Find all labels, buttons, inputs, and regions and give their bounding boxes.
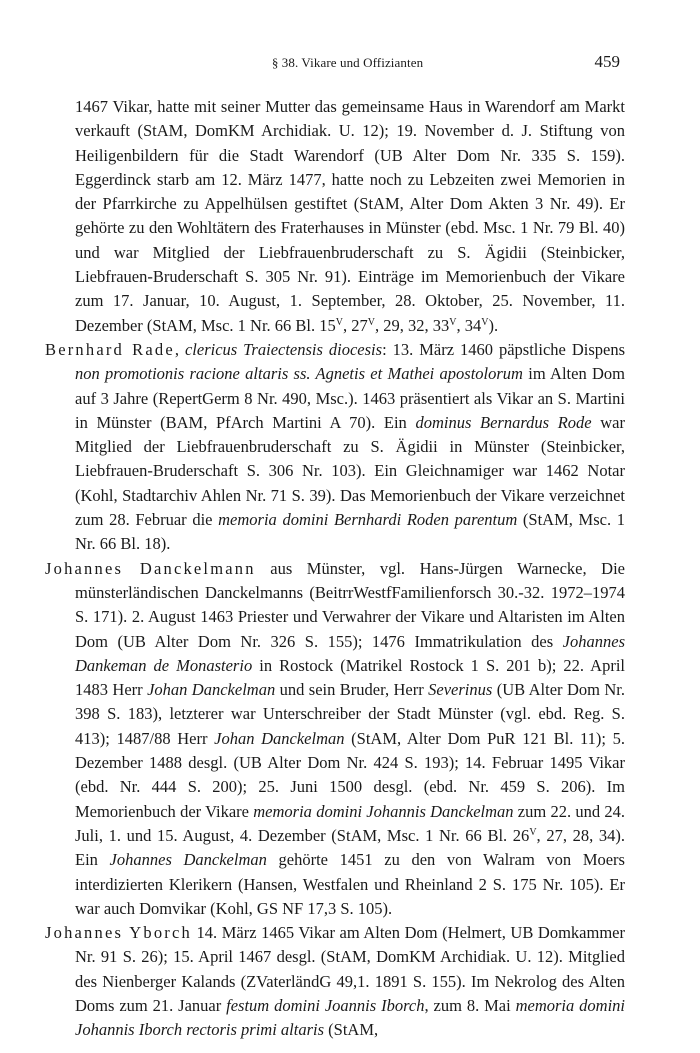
italic-phrase: Severinus [428,680,493,700]
person-name: Bernhard Rade [45,339,175,359]
text-run: : 13. März 1460 päpstliche Dispens [382,339,625,359]
italic-phrase: memoria domini Bernhardi Roden parentum [218,510,518,530]
text-run: war Mitglied der Liebfrauenbruderschaft zu S. Ägidii in Münster (Steinbicker, Liebfrauen-Bruderschaft S. 306 Nr. 103). Ein Gleichnamiger war 1462 Notar (Kohl, Stadtarchiv Ahlen Nr. 71 S. 39). Das Memorienbuch der Vikare verzeichnet zum 28. Februar die [75,412,625,530]
italic-phrase: memoria domini Johannis Iborch rectoris primi altaris [75,995,625,1040]
text-run: , zum 8. Mai [424,995,516,1015]
verso-superscript: V [481,316,489,328]
text-run: und sein Bruder, Herr [275,680,429,700]
text-run: (StAM, Msc. 1 Nr. 66 Bl. 18). [75,510,625,554]
page-header [75,52,620,74]
text-run: ). [488,315,499,335]
text-run: , 27, 28, 34). Ein [75,825,625,870]
verso-superscript: V [367,316,375,328]
running-head: § 38. Vikare und Offizianten [271,55,424,70]
italic-phrase: clericus Traiectensis diocesis [184,339,383,359]
paragraph-continued [45,95,625,338]
verso-superscript: V [335,316,343,328]
italic-phrase: Johan Danckelman [214,728,345,748]
page-number: 459 [594,52,620,71]
text-run: in Rostock (Matrikel Rostock 1 S. 201 b); 22. April 1483 Herr [75,655,625,700]
text-run: 14. März 1465 Vikar am Alten Dom (Helmert, UB Domkammer Nr. 91 S. 26); 15. April 1467 desgl. (StAM, DomKM Archidiak. U. 12). Mitglied des Nienberger Kalands (ZVaterländG 49,1. 1891 S. 155). Im Nekrolog des Alten Doms zum 21. Januar [75,923,625,1015]
italic-phrase: festum domini Joannis Iborch [226,995,425,1015]
italic-phrase: Johan Danckelman [147,680,276,700]
person-name: Johannes Yborch [45,923,192,943]
italic-phrase: dominus Bernardus Rode [415,412,592,432]
text-run: , 29, 32, 33 [374,315,450,335]
text-run: 1467 Vikar, hatte mit seiner Mutter das gemeinsame Haus in Warendorf am Markt verkauft (StAM, DomKM Archidiak. U. 12); 19. November d. J. Stiftung von Heiligenbildern für die Stadt Warendorf (UB Alter Dom Nr. 335 S. 159). Eggerdinck starb am 12. März 1477, hatte noch zu Lebzeiten zwei Memorien in der Pfarrkirche zu Appelhülsen gestiftet (StAM, Alter Dom Akten 3 Nr. 49). Er gehörte zu den Wohltätern des Fraterhauses in Münster (ebd. Msc. 1 Nr. 79 Bl. 40) und war Mitglied der Liebfrauenbruderschaft zu S. Ägidii (Steinbicker, Liebfrauen-Bruderschaft S. 305 Nr. 91). Einträge im Memorienbuch der Vikare zum 17. Januar, 10. August, 1. September, 28. Oktober, 25. November, 11. Dezember (StAM, Msc. 1 Nr. 66 Bl. 15 [75,97,625,335]
italic-phrase: Johannes Dankeman de Monasterio [75,631,625,675]
text-run: aus Münster, vgl. Hans-Jürgen Warnecke, Die münsterländischen Danckelmanns (BeitrrWestfFamilienforsch 30.-32. 1972–1974 S. 171). 2. August 1463 Priester und Verwahrer der Vikare und Altaristen im Alten Dom (UB Alter Dom Nr. 326 S. 155); 1476 Immatrikulation des [75,558,625,651]
text-run: , [174,339,185,359]
text-run: zum 22. und 24. Juli, 1. und 15. August, 4. Dezember (StAM, Msc. 1 Nr. 66 Bl. 26 [75,801,625,845]
text-run: gehörte 1451 zu den von Walram von Moers interdizierten Klerikern (Hansen, Westfalen und Rheinland 2 S. 175 Nr. 105). Er war auch Domvikar (Kohl, GS NF 17,3 S. 105). [75,850,625,918]
text-run: (StAM, Alter Dom PuR 121 Bl. 11); 5. Dezember 1488 desgl. (UB Alter Dom Nr. 424 S. 193); 14. Februar 1495 Vikar (ebd. Nr. 444 S. 200); 25. Juni 1500 desgl. (ebd. Nr. 459 S. 206). Im Memorienbuch der Vikare [75,728,625,821]
verso-superscript: V [529,826,537,838]
text-run: (UB Alter Dom Nr. 398 S. 183), letzterer war Unterschreiber der Stadt Münster (vgl. ebd. Reg. S. 413); 1487/88 Herr [75,680,625,748]
italic-phrase: Johannes Danckelman [109,850,267,870]
verso-superscript: V [449,316,457,328]
entry-bernhard-rade [45,338,625,557]
text-run: im Alten Dom auf 3 Jahre (RepertGerm 8 Nr. 490, Msc.). 1463 präsentiert als Vikar an S. Martini in Münster (BAM, PfArch Martini A 70). Ein [75,364,625,432]
page-body [45,95,625,1043]
italic-phrase: memoria domini Johannis Danckelman [253,801,514,821]
text-run: , 27 [343,315,368,335]
text-run: , 34 [456,315,482,335]
entry-johannes-danckelmann [45,557,625,921]
entry-johannes-yborch [45,921,625,1042]
person-name: Johannes Danckelmann [45,558,256,578]
italic-phrase: non promotionis racione altaris ss. Agnetis et Mathei apostolorum [75,364,523,384]
text-run: (StAM, [324,1020,379,1040]
